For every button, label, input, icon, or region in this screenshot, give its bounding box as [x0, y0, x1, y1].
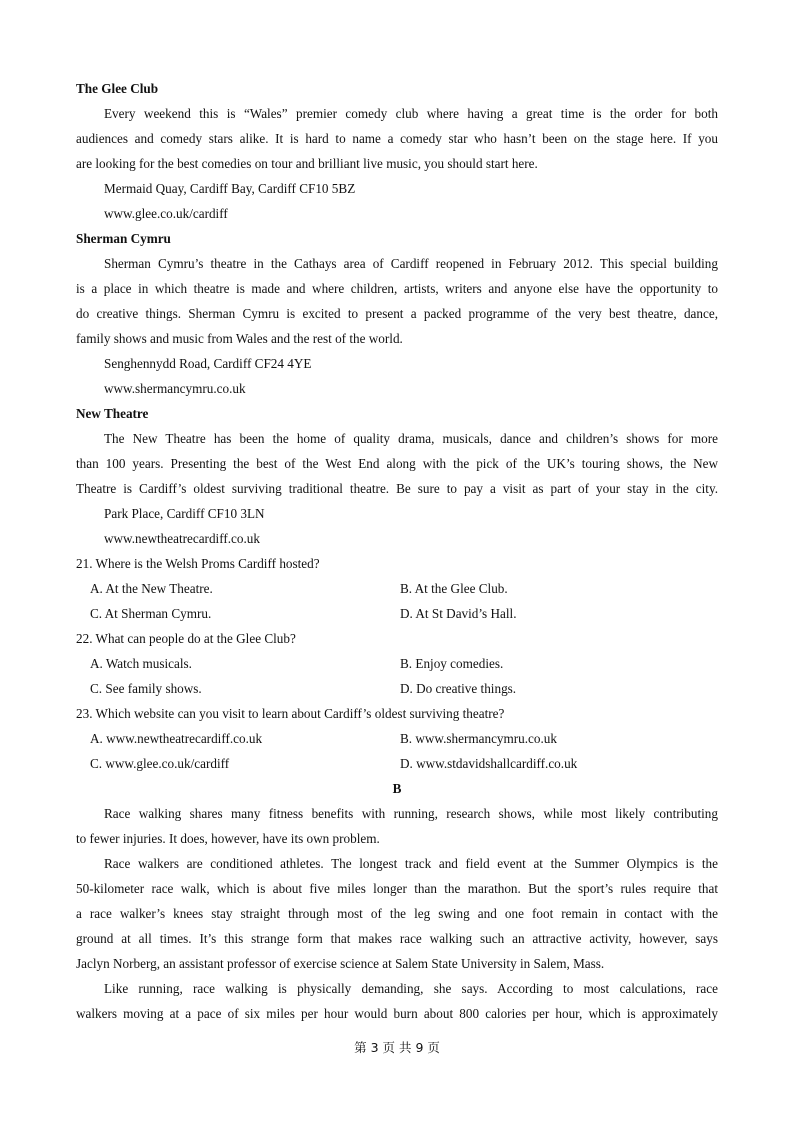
- paragraph-line: Like running, race walking is physically demanding, she says. According to most calculations, race: [104, 981, 718, 996]
- paragraph-line: Sherman Cymru’s theatre in the Cathays area of Cardiff reopened in February 2012. This special building: [104, 256, 718, 271]
- paragraph-line: is a place in which theatre is made and where children, artists, writers and anyone else have the opportunity to: [76, 281, 718, 296]
- new-theatre-website: www.newtheatrecardiff.co.uk: [104, 531, 260, 546]
- paragraph-line: Every weekend this is “Wales” premier comedy club where having a great time is the order for both: [104, 106, 718, 121]
- option-c: C. At Sherman Cymru.: [90, 606, 212, 621]
- question-23-options-row-1: [76, 726, 718, 751]
- question-23-stem: 23. Which website can you visit to learn about Cardiff’s oldest surviving theatre?: [76, 706, 505, 721]
- option-a: A. www.newtheatrecardiff.co.uk: [90, 731, 263, 746]
- section-title-glee-club: The Glee Club: [76, 81, 159, 96]
- paragraph-line: walkers moving at a pace of six miles per hour would burn about 800 calories per hour, which is approximately: [76, 1006, 718, 1021]
- section-b-label: B: [392, 781, 402, 796]
- question-22-options-row-2: [76, 676, 718, 701]
- paragraph-line: are looking for the best comedies on tour and brilliant live music, you should start here.: [76, 156, 538, 171]
- question-21-stem: 21. Where is the Welsh Proms Cardiff hosted?: [76, 556, 320, 571]
- option-c: C. www.glee.co.uk/cardiff: [90, 756, 230, 771]
- option-d: D. At St David’s Hall.: [400, 606, 517, 621]
- paragraph-line: than 100 years. Presenting the best of the West End along with the pick of the UK’s touring shows, the New: [76, 456, 718, 471]
- option-d: D. www.stdavidshallcardiff.co.uk: [400, 756, 578, 771]
- paragraph-line: Race walking shares many fitness benefits with running, research shows, while most likely contributing: [104, 806, 718, 821]
- paragraph-line: to fewer injuries. It does, however, have its own problem.: [76, 831, 380, 846]
- paragraph-line: The New Theatre has been the home of quality drama, musicals, dance and children’s shows for more: [104, 431, 718, 446]
- glee-address: Mermaid Quay, Cardiff Bay, Cardiff CF10 5BZ: [104, 181, 356, 196]
- paragraph-line: Theatre is Cardiff’s oldest surviving traditional theatre. Be sure to pay a visit as part of your stay in the city.: [76, 481, 718, 496]
- question-21-options-row-2: [76, 601, 718, 626]
- glee-website: www.glee.co.uk/cardiff: [104, 206, 228, 221]
- paragraph-line: audiences and comedy stars alike. It is hard to name a comedy star who hasn’t been on the stage here. If you: [76, 131, 718, 146]
- paragraph-line: a race walker’s knees stay straight through most of the leg swing and one foot remain in contact with the: [76, 906, 718, 921]
- paragraph-line: Jaclyn Norberg, an assistant professor of exercise science at Salem State University in Salem, Mass.: [76, 956, 605, 971]
- page-number-footer: 第 3 页 共 9 页: [354, 1040, 440, 1055]
- question-22-stem: 22. What can people do at the Glee Club?: [76, 631, 296, 646]
- option-b: B. www.shermancymru.co.uk: [400, 731, 557, 746]
- paragraph-line: 50-kilometer race walk, which is about five miles longer than the marathon. But the sport’s rules require that: [76, 881, 718, 896]
- option-a: A. Watch musicals.: [90, 656, 192, 671]
- paragraph-line: ground at all times. It’s this strange form that makes race walking such an attractive activity, however, says: [76, 931, 718, 946]
- question-23-options-row-2: [76, 751, 718, 776]
- option-b: B. Enjoy comedies.: [400, 656, 504, 671]
- sherman-website: www.shermancymru.co.uk: [104, 381, 246, 396]
- option-c: C. See family shows.: [90, 681, 202, 696]
- question-21-options-row-1: [76, 576, 718, 601]
- question-22-options-row-1: [76, 651, 718, 676]
- sherman-address: Senghennydd Road, Cardiff CF24 4YE: [104, 356, 312, 371]
- section-title-new-theatre: New Theatre: [76, 406, 149, 421]
- option-a: A. At the New Theatre.: [90, 581, 213, 596]
- new-theatre-address: Park Place, Cardiff CF10 3LN: [104, 506, 265, 521]
- option-b: B. At the Glee Club.: [400, 581, 508, 596]
- document-page: [76, 76, 718, 1026]
- paragraph-line: family shows and music from Wales and the rest of the world.: [76, 331, 403, 346]
- option-d: D. Do creative things.: [400, 681, 517, 696]
- paragraph-line: do creative things. Sherman Cymru is excited to present a packed programme of the very best theatre, dance,: [76, 306, 718, 321]
- paragraph-line: Race walkers are conditioned athletes. The longest track and field event at the Summer Olympics is the: [104, 856, 718, 871]
- section-title-sherman-cymru: Sherman Cymru: [76, 231, 171, 246]
